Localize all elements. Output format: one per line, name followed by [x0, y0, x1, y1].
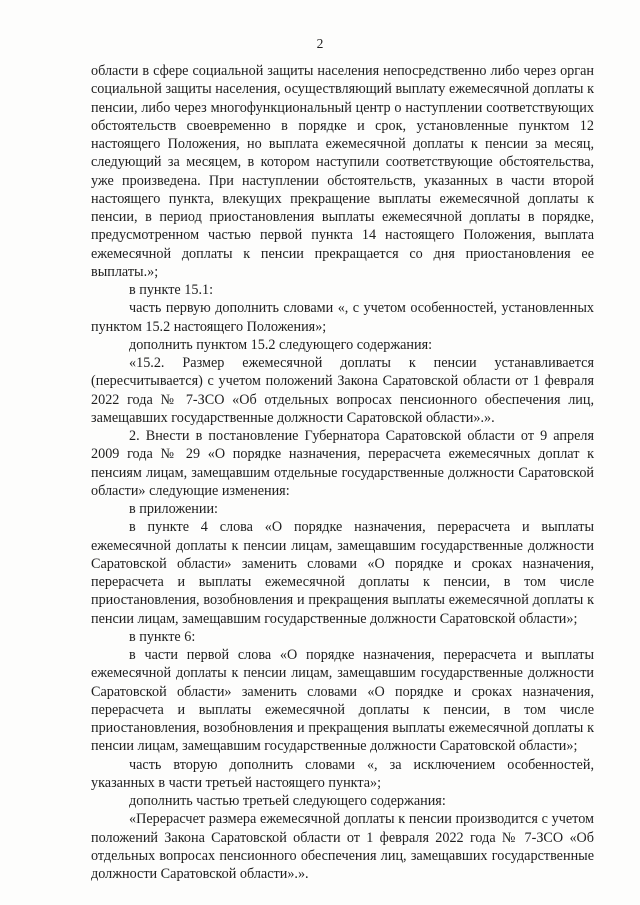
paragraph-add-part-three: дополнить частью третьей следующего содержания:	[129, 793, 446, 809]
paragraph-point-6: в пункте 6:	[129, 628, 196, 645]
paragraph-in-appendix: в приложении:	[129, 501, 218, 517]
page-number: 2	[316, 36, 324, 51]
paragraph-point-6-part-two: часть вторую дополнить словами «, за исключением особенностей, указанных в части третьей настоящего пункта»;	[91, 756, 594, 791]
paragraph-point-15-1: в пункте 15.1:	[129, 282, 214, 298]
paragraph-add-point-15-2: дополнить пунктом 15.2 следующего содержания:	[129, 336, 433, 353]
paragraph-point-4: в пункте 4 слова «О порядке назначения, перерасчета и выплаты ежемесячной доплаты к пенсии лицам, замещавшим государственные должности Саратовской области» заменить словами «О порядке и сроках назначения, перерасчета и выплаты ежемесячной доплаты к пенсии, в том числе приостановления, возобновления и прекращения выплаты ежемесячной доплаты к пенсии лицам, замещавшим государственные должности Саратовской области»;	[91, 519, 594, 627]
document-body	[91, 62, 594, 883]
paragraph-point-15-2-text: «15.2. Размер ежемесячной доплаты к пенсии устанавливается (пересчитывается) с учетом положений Закона Саратовской области от 1 февраля 2022 года № 7-ЗСО «Об отдельных вопросах пенсионного обеспечения лиц, замещавших государственные должности Саратовской области».».	[91, 355, 594, 426]
paragraph-continuation: области в сфере социальной защиты населения непосредственно либо через орган социальной защиты населения, осуществляющий выплату ежемесячной доплаты к пенсии, либо через многофункциональный центр о наступлении соответствующих обстоятельств своевременно в порядке и срок, установленные пунктом 12 настоящего Положения, но выплата ежемесячной доплаты к пенсии за месяц, следующий за месяцем, в котором наступили соответствующие обстоятельства, уже произведена. При наступлении обстоятельств, указанных в части второй настоящего пункта, влекущих прекращение выплаты ежемесячной доплаты к пенсии, в период приостановления выплаты ежемесячной доплаты в порядке, предусмотренном частью первой пункта 14 настоящего Положения, выплата ежемесячной доплаты к пенсии прекращается со дня приостановления ее выплаты.»;	[91, 63, 594, 280]
paragraph-point-6-part-one: в части первой слова «О порядке назначения, перерасчета и выплаты ежемесячной доплаты к пенсии лицам, замещавшим государственные должности Саратовской области» заменить словами «О порядке и сроках назначения, перерасчета и выплаты ежемесячной доплаты к пенсии, в том числе приостановления, возобновления и прекращения выплаты ежемесячной доплаты к пенсии лицам, замещавшим государственные должности Саратовской области»;	[91, 647, 594, 755]
paragraph-section-2: 2. Внести в постановление Губернатора Саратовской области от 9 апреля 2009 года № 29 «О порядке назначения, перерасчета ежемесячных доплат к пенсиям лицам, замещавшим отдельные государственные должности Саратовской области» следующие изменения:	[91, 428, 594, 499]
paragraph-part-three-text: «Перерасчет размера ежемесячной доплаты к пенсии производится с учетом положений Закона Саратовской области от 1 февраля 2022 года № 7-ЗСО «Об отдельных вопросах пенсионного обеспечения лиц, замещавших государственные должности Саратовской области».».	[91, 811, 594, 882]
paragraph-part-one-amendment: часть первую дополнить словами «, с учетом особенностей, установленных пунктом 15.2 настоящего Положения»;	[91, 300, 594, 335]
